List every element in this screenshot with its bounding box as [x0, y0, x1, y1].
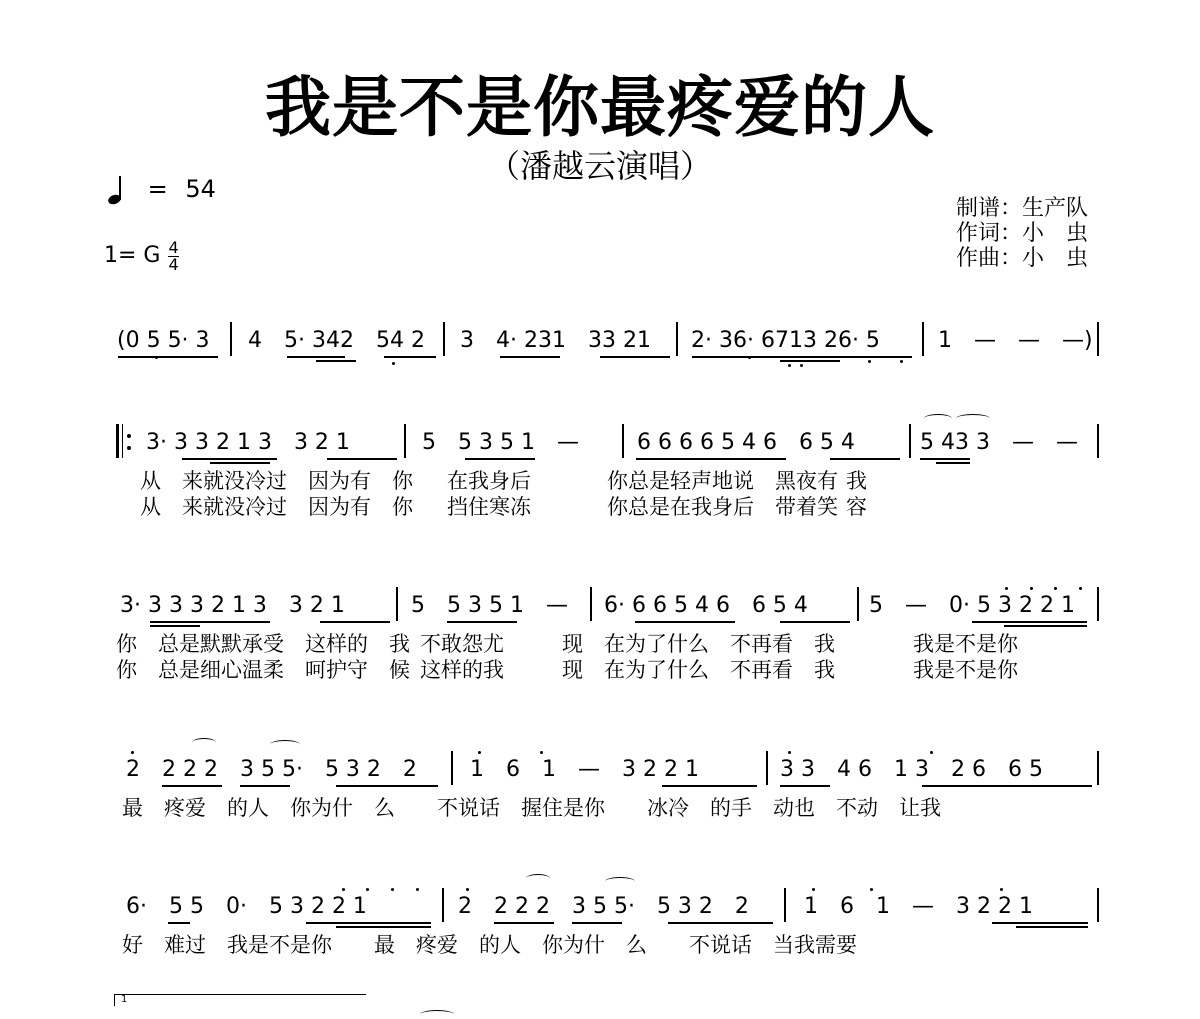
score-line-3 — [0, 755, 1200, 785]
lyric-line: 好 难过 我是不是你 最 疼爱 的人 你为什 么 不说话 当我需要 — [122, 933, 857, 957]
tempo-marking — [108, 172, 216, 206]
low-octave-dot — [800, 364, 803, 367]
measure: 3 3 4 6 1 3 2 6 6 5 — [780, 757, 1043, 782]
score-line-intro — [0, 326, 1200, 356]
tie-slur — [605, 877, 635, 886]
beam-underline — [636, 458, 786, 460]
score-line-4 — [0, 892, 1200, 922]
high-octave-dot — [1000, 888, 1003, 891]
credit-composer: 作曲：小 虫 — [956, 246, 1089, 271]
barline — [622, 424, 624, 458]
beam-underline — [922, 785, 1092, 787]
beam-underline — [780, 621, 850, 623]
quarter-note-icon — [108, 176, 126, 206]
beam-underline — [780, 785, 830, 787]
footer-rule — [114, 994, 366, 995]
measure: 6· 6 6 5 4 6 6 5 4 — [604, 593, 808, 618]
key-label: 1= G — [104, 243, 161, 268]
low-octave-dot — [748, 356, 751, 359]
lyric-line: 最 疼爱 的人 你为什 么 不说话 握住是你 冰冷 的手 动也 不动 让我 — [122, 796, 941, 820]
beam-underline — [972, 621, 1087, 623]
low-octave-dot — [788, 364, 791, 367]
footer-tick — [114, 994, 115, 1006]
beam-underline — [327, 458, 397, 460]
measure: 2 2 2 2 3 5 5· 5 3 2 2 — [458, 894, 749, 919]
tie-slur — [526, 874, 550, 883]
barline — [784, 888, 786, 922]
beam-underline — [150, 625, 200, 627]
lyric-line: 你 总是细心温柔 呵护守 候 这样的我 现 在为了什么 不再看 我 我是不是你 — [116, 658, 1018, 682]
barline — [922, 322, 924, 356]
beam-underline — [384, 356, 436, 358]
high-octave-dot — [478, 751, 481, 754]
beam-underline — [182, 458, 277, 460]
score-line-1 — [0, 428, 1200, 458]
lyric-line: 你 总是默默承受 这样的 我 不敢怨尤 现 在为了什么 不再看 我 我是不是你 — [116, 632, 1018, 656]
beam-underline — [494, 922, 554, 924]
beam-underline — [500, 356, 560, 358]
high-octave-dot — [870, 888, 873, 891]
barline — [857, 587, 859, 621]
beam-underline — [692, 356, 912, 358]
measure: 3· 3 3 3 2 1 3 3 2 1 — [120, 593, 345, 618]
low-octave-dot — [155, 356, 158, 359]
beam-underline — [287, 356, 345, 358]
measure: 5 — 0· 5 3 2 2 1 — [869, 593, 1075, 618]
beam-underline — [1016, 926, 1088, 928]
time-signature — [168, 237, 179, 274]
credit-arranger: 制谱：生产队 — [956, 196, 1089, 221]
page-number: 1 — [121, 994, 128, 1005]
lyric-line: 从 来就没冷过 因为有 你 在我身后 你总是轻声地说 黑夜有 我 — [140, 469, 867, 493]
beam-underline — [920, 458, 970, 460]
measure: 1 — — —) — [938, 328, 1093, 353]
measure: 2· 36· 6713 26· 5 — [691, 328, 880, 353]
barline — [443, 322, 445, 356]
measure: 2 2 2 2 3 5 5· 5 3 2 2 — [126, 757, 417, 782]
high-octave-dot — [812, 888, 815, 891]
measure: (0 5 5· 3 — [117, 328, 210, 353]
beam-underline — [992, 922, 1088, 924]
measure: 5 43 3 — — — [920, 430, 1078, 455]
measure: 6 6 6 6 5 4 6 6 5 4 — [637, 430, 855, 455]
beam-underline — [210, 462, 270, 464]
beam-underline — [168, 922, 190, 924]
beam-underline — [662, 785, 757, 787]
measure: 3 4· 231 33 21 — [460, 328, 651, 353]
barline — [404, 424, 406, 458]
beam-underline — [336, 926, 431, 928]
beam-underline — [306, 922, 431, 924]
beam-underline — [118, 356, 218, 358]
barline — [1097, 751, 1099, 785]
beam-underline — [316, 360, 356, 362]
time-numerator: 4 — [168, 237, 179, 257]
low-octave-dot — [900, 360, 903, 363]
high-octave-dot — [540, 751, 543, 754]
measure: 3· 3 3 2 1 3 3 2 1 — [146, 430, 350, 455]
barline — [1097, 587, 1099, 621]
measure: 6· 5 5 0· 5 3 2 2 1 — [126, 894, 367, 919]
high-octave-dot — [788, 751, 791, 754]
beam-underline — [668, 922, 773, 924]
tempo-equals: = — [147, 175, 168, 203]
beam-underline — [150, 621, 270, 623]
high-octave-dot — [342, 888, 345, 891]
barline — [1097, 322, 1099, 356]
lyric-line: 从 来就没冷过 因为有 你 挡住寒冻 你总是在我身后 带着笑 容 — [140, 495, 867, 519]
key-signature — [104, 236, 179, 276]
beam-underline — [336, 785, 438, 787]
barline — [1097, 888, 1099, 922]
page-title: 我是不是你最疼爱的人 — [265, 69, 935, 146]
repeat-start-thin — [122, 424, 123, 458]
beam-underline — [572, 922, 622, 924]
beam-underline — [447, 621, 517, 623]
barline — [766, 751, 768, 785]
beam-underline — [1004, 625, 1087, 627]
barline — [676, 322, 678, 356]
beam-underline — [600, 356, 670, 358]
credit-lyricist: 作词：小 虫 — [956, 221, 1089, 246]
tie-slur — [270, 740, 300, 749]
measure: 1 6 1 — 3 2 2 1 — [804, 894, 1033, 919]
repeat-dot — [127, 434, 131, 438]
high-octave-dot — [466, 888, 469, 891]
high-octave-dot — [416, 888, 419, 891]
beam-underline — [635, 621, 735, 623]
barline — [1097, 424, 1099, 458]
tempo-bpm: 54 — [185, 175, 216, 203]
beam-underline — [162, 785, 222, 787]
beam-underline — [240, 785, 290, 787]
low-octave-dot — [392, 362, 395, 365]
tie-slur — [924, 414, 952, 423]
barline — [396, 587, 398, 621]
measure: 5 5 3 5 1 — — [411, 593, 568, 618]
beam-underline — [780, 360, 840, 362]
score-line-2 — [0, 591, 1200, 621]
beam-underline — [936, 462, 970, 464]
page-subtitle: （潘越云演唱） — [487, 147, 712, 185]
high-octave-dot — [1030, 587, 1033, 590]
barline — [442, 888, 444, 922]
measure: 1 6 1 — 3 2 2 1 — [470, 757, 699, 782]
time-denominator: 4 — [168, 254, 179, 274]
barline — [451, 751, 453, 785]
tie-slur — [192, 738, 216, 747]
high-octave-dot — [930, 751, 933, 754]
measure: 4 5· 342 54 2 — [248, 328, 425, 353]
repeat-dot — [127, 446, 131, 450]
beam-underline — [320, 621, 390, 623]
high-octave-dot — [1005, 587, 1008, 590]
measure: 5 5 3 5 1 — — [422, 430, 579, 455]
high-octave-dot — [1079, 587, 1082, 590]
barline — [230, 322, 232, 356]
beam-underline — [465, 458, 535, 460]
barline — [590, 587, 592, 621]
credits — [956, 196, 1088, 271]
high-octave-dot — [1054, 587, 1057, 590]
beam-underline — [830, 458, 900, 460]
tie-slur — [956, 414, 990, 423]
high-octave-dot — [366, 888, 369, 891]
low-octave-dot — [868, 360, 871, 363]
high-octave-dot — [131, 751, 134, 754]
high-octave-dot — [391, 888, 394, 891]
barline — [909, 424, 911, 458]
repeat-start-thick — [116, 424, 119, 458]
